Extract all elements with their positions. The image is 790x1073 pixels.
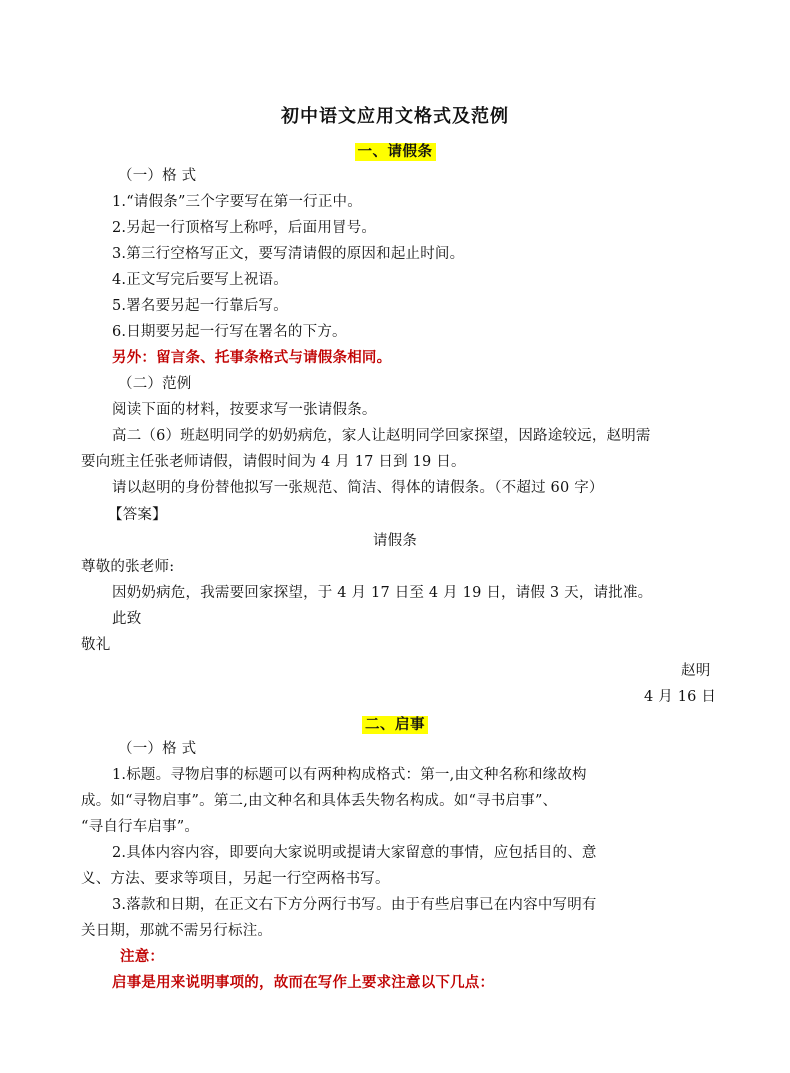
leave-note-title: 请假条 xyxy=(372,533,418,549)
leave-note-date: 4 月 16 日 xyxy=(644,689,717,705)
s1-rule-4: 4.正文写完后要写上祝语。 xyxy=(112,272,288,288)
section-2-heading-wrap xyxy=(0,714,790,734)
s2-para-1a: 1.标题。寻物启事的标题可以有两种构成格式：第一,由文种名称和缘故构 xyxy=(112,767,587,783)
s2-para-2b: 义、方法、要求等项目，另起一行空两格书写。 xyxy=(81,871,390,887)
s1-format-label: （一）格 式 xyxy=(118,168,197,184)
s1-rule-2: 2.另起一行顶格写上称呼，后面用冒号。 xyxy=(112,220,377,236)
leave-note-closing-1: 此致 xyxy=(112,611,142,627)
s2-attention-text: 启事是用来说明事项的，故而在写作上要求注意以下几点： xyxy=(112,974,495,991)
s2-para-2a: 2.具体内容内容，即要向大家说明或提请大家留意的事情，应包括目的、意 xyxy=(112,845,597,861)
s2-para-1c: “寻自行车启事”。 xyxy=(81,819,200,835)
s1-rule-6: 6.日期要另起一行写在署名的下方。 xyxy=(112,324,347,340)
s1-prompt-3: 请以赵明的身份替他拟写一张规范、简洁、得体的请假条。（不超过 60 字） xyxy=(112,480,604,496)
s2-para-3b: 关日期，那就不需另行标注。 xyxy=(81,923,273,939)
section-1-heading: 一、请假条 xyxy=(355,143,436,161)
s1-example-label: （二）范例 xyxy=(118,376,192,392)
s2-format-label: （一）格 式 xyxy=(118,741,197,757)
section-2-heading: 二、启事 xyxy=(362,716,428,734)
s1-prompt-2b: 要向班主任张老师请假，请假时间为 4 月 17 日到 19 日。 xyxy=(81,454,466,470)
s1-rule-3: 3.第三行空格写正文，要写清请假的原因和起止时间。 xyxy=(112,246,465,262)
leave-note-closing-2: 敬礼 xyxy=(81,637,111,653)
s1-answer-label: 【答案】 xyxy=(108,507,167,523)
s1-rule-1: 1.“请假条”三个字要写在第一行正中。 xyxy=(112,194,362,210)
s1-rule-5: 5.署名要另起一行靠后写。 xyxy=(112,298,288,314)
leave-note-salutation: 尊敬的张老师: xyxy=(81,559,175,575)
document-title: 初中语文应用文格式及范例 xyxy=(281,106,509,127)
s1-prompt-2a: 高二（6）班赵明同学的奶奶病危，家人让赵明同学回家探望，因路途较远，赵明需 xyxy=(112,428,651,444)
leave-note-body: 因奶奶病危，我需要回家探望，于 4 月 17 日至 4 月 19 日，请假 3 天，请批准。 xyxy=(112,585,653,601)
section-1-heading-wrap xyxy=(0,141,790,161)
s1-note: 另外：留言条、托事条格式与请假条相同。 xyxy=(112,349,392,366)
s1-prompt-1: 阅读下面的材料，按要求写一张请假条。 xyxy=(112,402,377,418)
s2-para-3a: 3.落款和日期，在正文右下方分两行书写。由于有些启事已在内容中写明有 xyxy=(112,897,597,913)
s2-para-1b: 成。如“寻物启事”。第二,由文种名和具体丢失物名构成。如“寻书启事”、 xyxy=(81,793,558,809)
s2-attention-label: 注意： xyxy=(120,948,165,965)
leave-note-signature: 赵明 xyxy=(681,663,711,679)
